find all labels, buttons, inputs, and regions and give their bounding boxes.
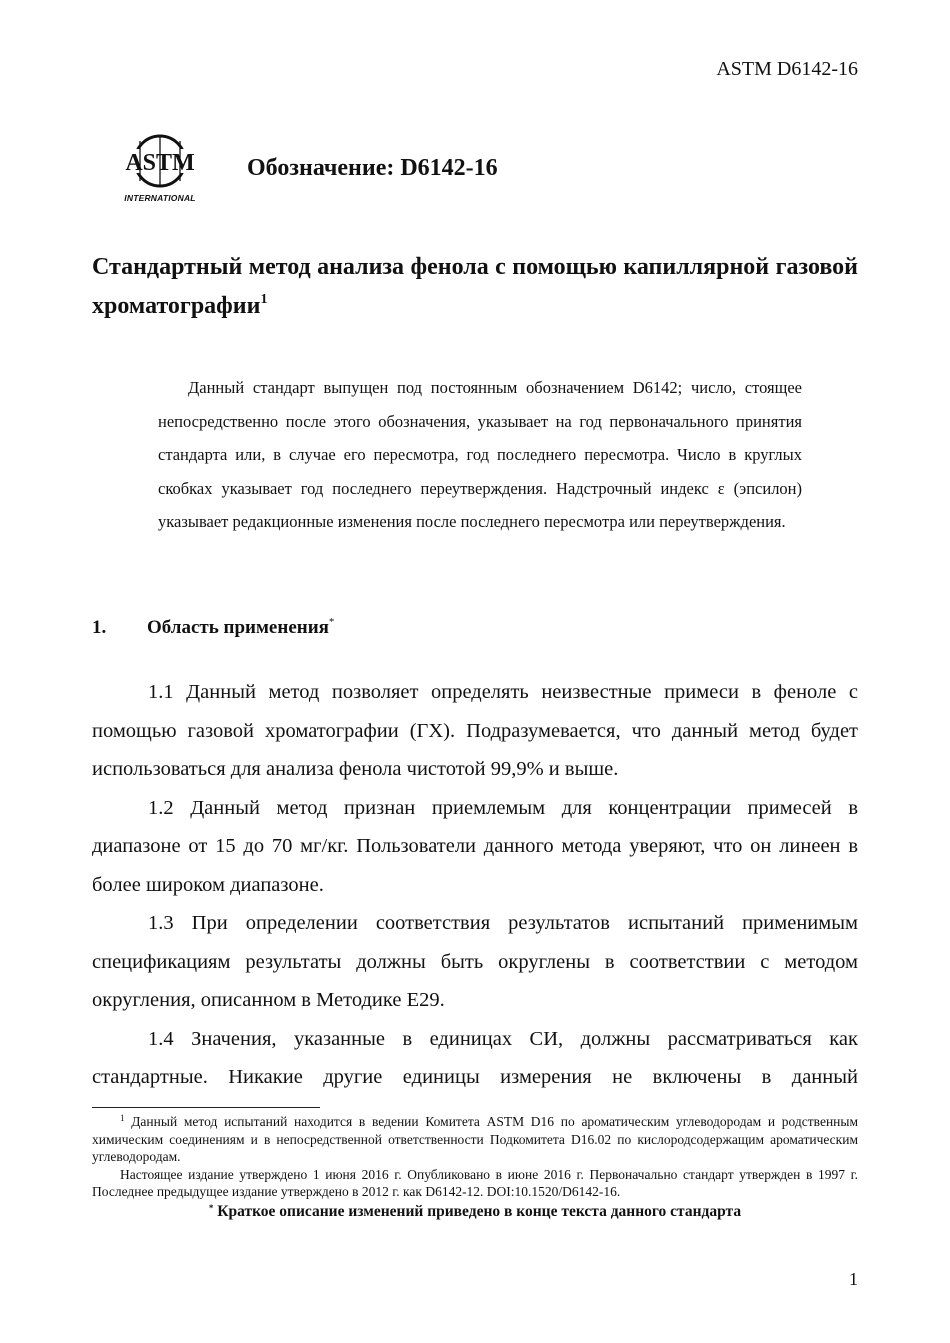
- footnote-1-text: Данный метод испытаний находится в ведении Комитета ASTM D16 по ароматическим углеводородам и родственным химическим соединениям и в непосредственной ответственности Подкомитета D16.02 по кислородсодержащим ароматическим углеводородам.: [92, 1114, 859, 1164]
- svg-text:ASTM: ASTM: [125, 150, 195, 176]
- footnote-summary: [92, 1203, 858, 1221]
- document-title: [92, 248, 858, 326]
- section-title-text: Область применения: [147, 617, 329, 638]
- footnote-summary-marker: *: [208, 1202, 214, 1213]
- astm-logo: [118, 133, 202, 209]
- paragraph-1-3: 1.3 При определении соответствия результатов испытаний применимым спецификациям результаты должны быть округлены в соответствии с методом округления, описанном в Методике E29.: [92, 912, 858, 1011]
- title-footnote-ref: 1: [260, 292, 268, 307]
- page-number: 1: [849, 1269, 858, 1289]
- logo-caption: INTERNATIONAL: [124, 193, 196, 203]
- paragraph-1-1: 1.1 Данный метод позволяет определять неизвестные примеси в феноле с помощью газовой хроматографии (ГХ). Подразумевается, что данный метод будет использоваться для анализа фенола чистотой 99,9% и выше.: [92, 681, 858, 780]
- section-title: [147, 617, 334, 639]
- section-title-marker: *: [328, 616, 335, 628]
- paragraph-1-2: 1.2 Данный метод признан приемлемым для концентрации примесей в диапазоне от 15 до 70 мг/кг. Пользователи данного метода уверяют, что он линеен в более широком диапазоне.: [92, 796, 858, 896]
- designation-heading: Обозначение: D6142-16: [247, 155, 498, 181]
- section-number: 1.: [92, 617, 107, 638]
- footnote-1-marker: 1: [120, 1113, 125, 1123]
- footnote-edition: Настоящее издание утверждено 1 июня 2016 г. Опубликовано в июне 2016 г. Первоначально стандарт утвержден в 1997 г. Последнее предыдущее издание утверждено в 2012 г. как D6142-12. DOI:10.1520/D6142-16.: [92, 1166, 858, 1199]
- section-body: [92, 673, 858, 1097]
- footnote-1: [92, 1113, 858, 1166]
- footnote-separator: [92, 1107, 320, 1108]
- footnote-summary-text: Краткое описание изменений приведено в конце текста данного стандарта: [217, 1202, 742, 1220]
- paragraph-1-4: 1.4 Значения, указанные в единицах СИ, должны рассматриваться как стандартные. Никакие другие единицы измерения не включены в данный: [92, 1027, 858, 1088]
- footnotes: [92, 1113, 858, 1220]
- standard-notice: Данный стандарт выпущен под постоянным обозначением D6142; число, стоящее непосредственно после этого обозначения, указывает на год первоначального принятия стандарта или, в случае его пересмотра, год последнего пересмотра. Число в круглых скобках указывает год последнего переутверждения. Надстрочный индекс ε (эпсилон) указывает редакционные изменения после последнего пересмотра или переутверждения.: [158, 378, 802, 531]
- title-text: Стандартный метод анализа фенола с помощью капиллярной газовой хроматографии: [92, 254, 858, 319]
- running-head: ASTM D6142-16: [716, 58, 858, 80]
- astm-international-logo-icon: [118, 133, 202, 193]
